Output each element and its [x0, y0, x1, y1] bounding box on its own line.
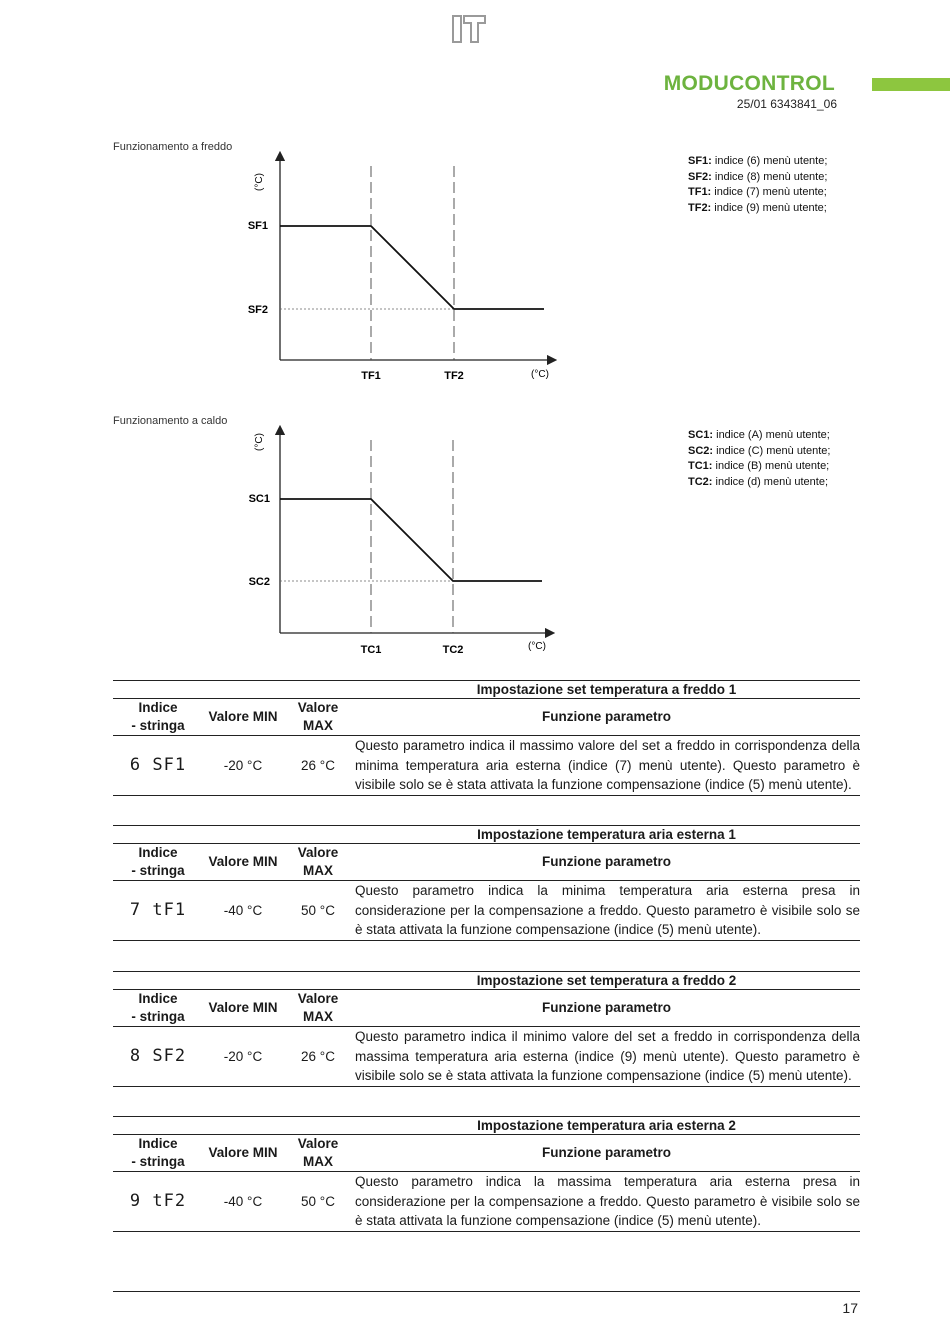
chart1-y-unit: (°C) [254, 173, 265, 191]
header-max: Valore MAX [283, 1135, 353, 1172]
header-max: Valore MAX [283, 844, 353, 881]
chart2-y-unit: (°C) [254, 433, 265, 451]
legend-item: TF2: indice (9) menù utente; [688, 201, 827, 214]
header-function: Funzione parametro [353, 990, 860, 1027]
legend-item: SC1: indice (A) menù utente; [688, 429, 830, 441]
chart1-label-tf1: TF1 [361, 370, 381, 382]
parameter-table [113, 1116, 860, 1232]
chart2-label-sc2: SC2 [248, 576, 270, 588]
chart2-label-tc1: TC1 [360, 644, 382, 656]
param-index: 6 SF1 [113, 736, 203, 796]
param-max: 50 °C [283, 1172, 353, 1232]
chart1-curve [280, 226, 544, 309]
param-description: Questo parametro indica il massimo valore del set a freddo in corrispondenza della minima temperatura aria esterna (indice (7) menù utente). Questo parametro è visibile solo se è stata attivata la funzione compensazione (indice (5) menù utente). [353, 736, 860, 796]
legend-item: SF2: indice (8) menù utente; [688, 170, 828, 183]
table-title: Impostazione set temperatura a freddo 1 [353, 681, 860, 699]
brand-title: MODUCONTROL [663, 72, 835, 95]
language-code: IT [452, 14, 453, 15]
table-title: Impostazione temperatura aria esterna 1 [353, 826, 860, 844]
parameter-table [113, 680, 860, 796]
chart2-label-sc1: SC1 [248, 493, 270, 505]
chart1-caption: Funzionamento a freddo [113, 141, 233, 153]
chart1-label-sf2: SF2 [247, 304, 268, 316]
footer-divider [113, 1291, 860, 1292]
legend-item: SF1: indice (6) menù utente; [688, 155, 828, 167]
header-min: Valore MIN [203, 1135, 283, 1172]
param-min: -20 °C [203, 736, 283, 796]
parameter-table [113, 971, 860, 1087]
param-min: -40 °C [203, 1172, 283, 1232]
table-title: Impostazione set temperatura a freddo 2 [353, 972, 860, 990]
chart1-diagram [230, 150, 570, 390]
param-description: Questo parametro indica la massima temperatura aria esterna presa in considerazione per la compensazione a freddo. Questo parametro è visibile solo se è stata attivata la funzione compensazione (indice (5) menù utente). [353, 1172, 860, 1232]
header-function: Funzione parametro [353, 699, 860, 736]
chart2-caption: Funzionamento a caldo [113, 415, 228, 427]
chart1-x-unit: (°C) [531, 369, 549, 380]
param-min: -40 °C [203, 881, 283, 941]
param-max: 26 °C [283, 1027, 353, 1087]
chart2-label-tc2: TC2 [442, 644, 464, 656]
chart2-diagram [230, 424, 570, 664]
header-min: Valore MIN [203, 699, 283, 736]
table-title: Impostazione temperatura aria esterna 2 [353, 1117, 860, 1135]
page-number: 17 [842, 1300, 858, 1316]
chart1-legend [688, 154, 827, 216]
legend-item: TF1: indice (7) menù utente; [688, 186, 827, 198]
param-max: 26 °C [283, 736, 353, 796]
header-max: Valore MAX [283, 990, 353, 1027]
parameter-table [113, 825, 860, 941]
chart1-label-sf1: SF1 [247, 220, 268, 232]
param-description: Questo parametro indica il minimo valore del set a freddo in corrispondenza della massima temperatura aria esterna (indice (9) menù utente). Questo parametro è visibile solo se è stata attivata la funzione compensazione (indice (5) menù utente). [353, 1027, 860, 1087]
header-index: Indice - stringa [113, 1135, 203, 1172]
param-description: Questo parametro indica la minima temperatura aria esterna presa in considerazione per la compensazione a freddo. Questo parametro è visibile solo se è stata attivata la funzione compensazione (indice (5) menù utente). [353, 881, 860, 941]
param-index: 8 SF2 [113, 1027, 203, 1087]
param-index: 9 tF2 [113, 1172, 203, 1232]
header-function: Funzione parametro [353, 844, 860, 881]
header-max: Valore MAX [283, 699, 353, 736]
header-min: Valore MIN [203, 844, 283, 881]
header-min: Valore MIN [203, 990, 283, 1027]
chart1-label-tf2: TF2 [444, 370, 464, 382]
chart2-curve [280, 499, 542, 581]
param-max: 50 °C [283, 881, 353, 941]
language-badge-icon [452, 14, 486, 44]
header-index: Indice - stringa [113, 990, 203, 1027]
param-index: 7 tF1 [113, 881, 203, 941]
legend-item: TC2: indice (d) menù utente; [688, 475, 829, 488]
header-function: Funzione parametro [353, 1135, 860, 1172]
header-index: Indice - stringa [113, 844, 203, 881]
accent-bar [872, 78, 950, 91]
chart2-legend [688, 428, 830, 490]
param-min: -20 °C [203, 1027, 283, 1087]
legend-item: SC2: indice (C) menù utente; [688, 444, 831, 457]
legend-item: TC1: indice (B) menù utente; [688, 460, 830, 472]
header-index: Indice - stringa [113, 699, 203, 736]
document-code: 25/01 6343841_06 [736, 97, 837, 111]
chart2-x-unit: (°C) [528, 641, 546, 652]
